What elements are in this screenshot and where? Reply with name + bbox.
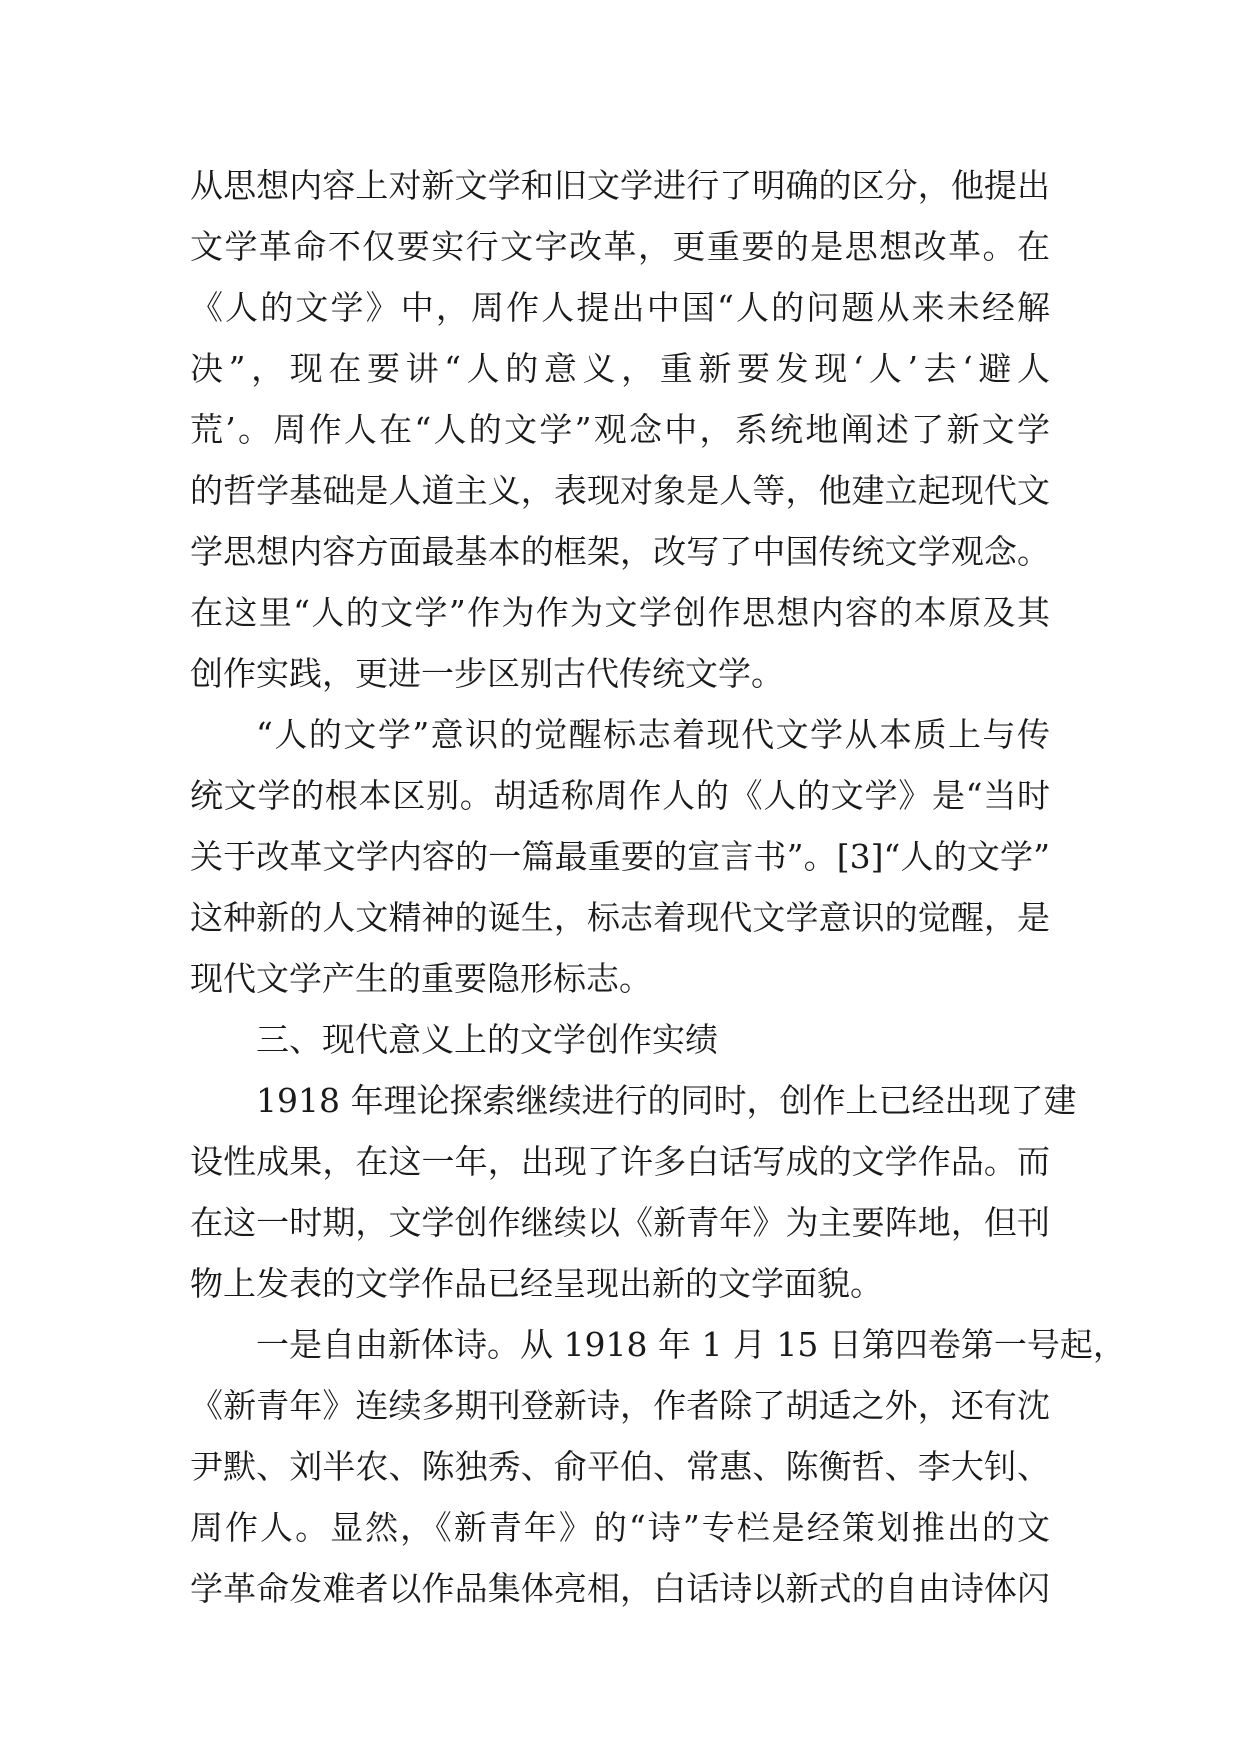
text-line: 尹默、刘半农、陈独秀、俞平伯、常惠、陈衡哲、李大钊、 xyxy=(190,1447,1050,1486)
text-line: 决”，现在要讲“人的意义，重新要发现‘人’去‘避人 xyxy=(190,349,1050,388)
paragraph xyxy=(190,1070,1077,1314)
text-line: 周作人。显然，《新青年》的“诗”专栏是经策划推出的文 xyxy=(190,1508,1050,1547)
text-line: 关于改革文学内容的一篇最重要的宣言书”。[3]“人的文学” xyxy=(190,837,1050,876)
text-line: “人的文学”意识的觉醒标志着现代文学从本质上与传 xyxy=(256,715,1050,754)
text-line: 荒’。周作人在“人的文学”观念中，系统地阐述了新文学 xyxy=(190,410,1050,449)
text-line: 统文学的根本区别。胡适称周作人的《人的文学》是“当时 xyxy=(190,776,1050,815)
text-line: 学思想内容方面最基本的框架，改写了中国传统文学观念。 xyxy=(190,532,1050,571)
text-line: 从思想内容上对新文学和旧文学进行了明确的区分，他提出 xyxy=(190,166,1050,205)
text-line: 1918 年理论探索继续进行的同时，创作上已经出现了建 xyxy=(256,1081,1077,1120)
paragraph xyxy=(190,704,1050,1009)
text-line: 物上发表的文学作品已经呈现出新的文学面貌。 xyxy=(190,1264,883,1303)
paragraph xyxy=(190,1314,1126,1619)
text-line: 设性成果，在这一年，出现了许多白话写成的文学作品。而 xyxy=(190,1142,1050,1181)
text-line: 的哲学基础是人道主义，表现对象是人等，他建立起现代文 xyxy=(190,471,1050,510)
heading-text: 三、现代意义上的文学创作实绩 xyxy=(256,1020,718,1059)
text-line: 《人的文学》中，周作人提出中国“人的问题从来未经解 xyxy=(190,288,1050,327)
paragraph xyxy=(190,155,1050,704)
text-line: 《新青年》连续多期刊登新诗，作者除了胡适之外，还有沈 xyxy=(190,1386,1050,1425)
text-line: 在这一时期，文学创作继续以《新青年》为主要阵地，但刊 xyxy=(190,1203,1050,1242)
section-heading xyxy=(190,1009,1050,1070)
text-line: 一是自由新体诗。从 1918 年 1 月 15 日第四卷第一号起， xyxy=(256,1325,1126,1364)
text-line: 学革命发难者以作品集体亮相，白话诗以新式的自由诗体闪 xyxy=(190,1569,1050,1608)
text-line: 这种新的人文精神的诞生，标志着现代文学意识的觉醒，是 xyxy=(190,898,1050,937)
text-line: 文学革命不仅要实行文字改革，更重要的是思想改革。在 xyxy=(190,227,1050,266)
text-line: 创作实践，更进一步区别古代传统文学。 xyxy=(190,654,784,693)
text-line: 现代文学产生的重要隐形标志。 xyxy=(190,959,652,998)
body-text xyxy=(190,155,1126,1619)
text-line: 在这里“人的文学”作为作为文学创作思想内容的本原及其 xyxy=(190,593,1050,632)
